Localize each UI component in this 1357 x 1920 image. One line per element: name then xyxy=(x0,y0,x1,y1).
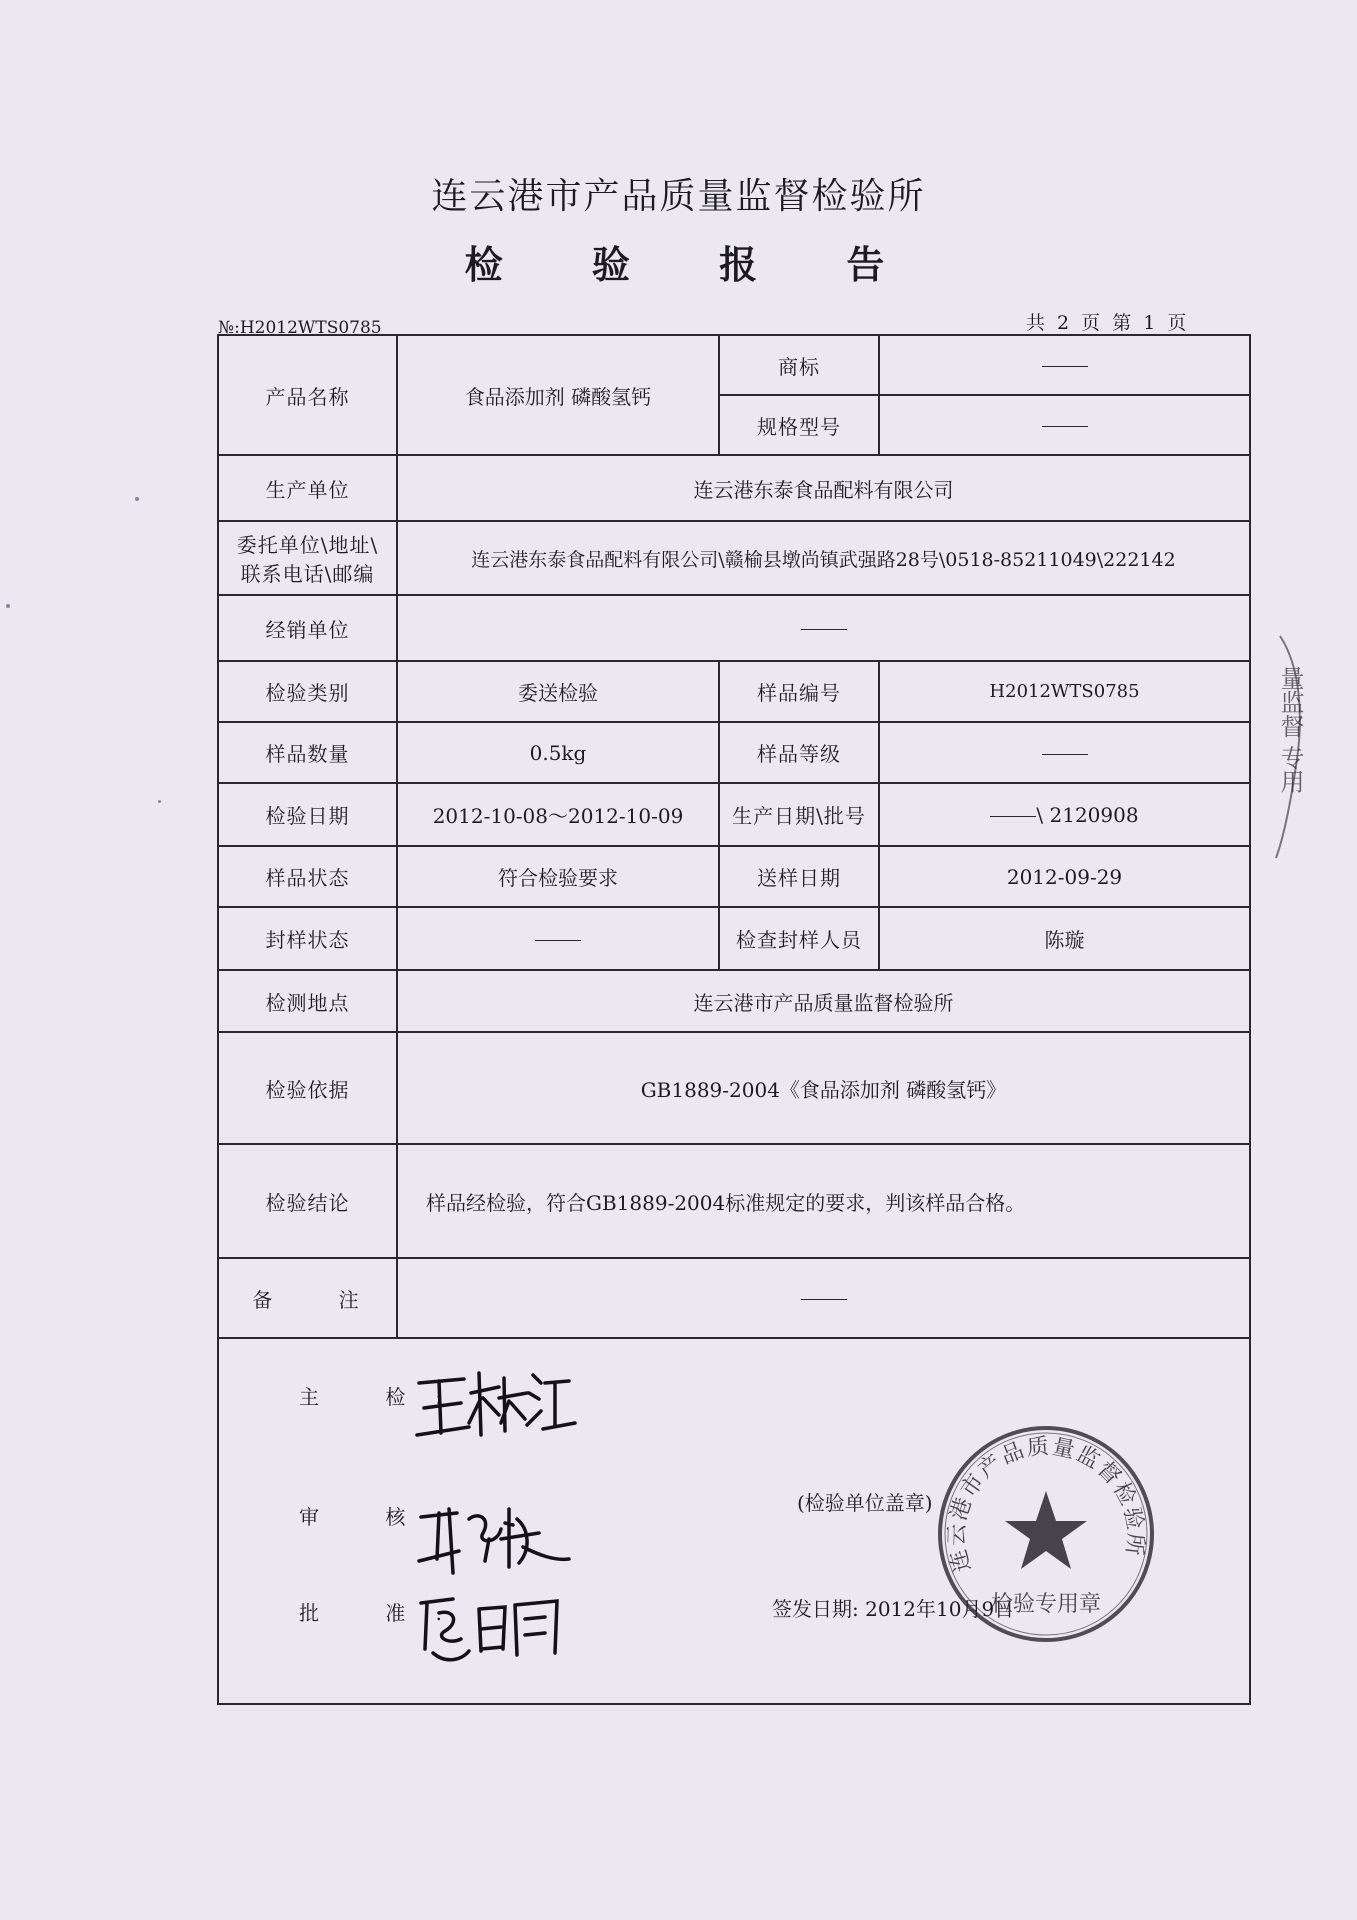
sample-grade-value xyxy=(879,722,1250,783)
empty-dash xyxy=(1042,426,1088,427)
sample-no-value: H2012WTS0785 xyxy=(879,661,1250,722)
sample-state-label: 样品状态 xyxy=(218,846,397,907)
page-count: 共 2 页 第 1 页 xyxy=(1026,312,1190,334)
production-batch-text: \ 2120908 xyxy=(1036,802,1139,827)
client-label-line1: 委托单位\地址\ xyxy=(236,533,379,557)
scan-speck xyxy=(6,604,10,608)
remarks-label: 备 注 xyxy=(218,1258,397,1338)
product-name-value: 食品添加剂 磷酸氢钙 xyxy=(397,335,719,455)
reviewer-signature xyxy=(409,1489,579,1579)
trademark-value xyxy=(879,335,1250,395)
scan-speck xyxy=(158,800,161,803)
producer-label: 生产单位 xyxy=(218,455,397,521)
seal-state-value xyxy=(397,907,719,970)
official-seal-stamp xyxy=(931,1419,1161,1649)
producer-value: 连云港东泰食品配料有限公司 xyxy=(397,455,1250,521)
basis-label: 检验依据 xyxy=(218,1032,397,1144)
issue-date: 签发日期: 2012年10月9日 xyxy=(772,1597,1015,1621)
empty-dash xyxy=(1042,754,1088,755)
seal-state-label: 封样状态 xyxy=(218,907,397,970)
spec-label: 规格型号 xyxy=(719,395,879,455)
empty-dash xyxy=(1042,366,1088,367)
sample-qty-label: 样品数量 xyxy=(218,722,397,783)
partial-side-stamp xyxy=(1270,626,1340,866)
sealer-label: 检查封样人员 xyxy=(719,907,879,970)
inspection-date-value: 2012-10-08～2012-10-09 xyxy=(397,783,719,846)
scan-speck xyxy=(135,497,139,501)
seal-ring-text: 连云港市产品质量监督检验所 xyxy=(944,1434,1148,1575)
inspection-date-label: 检验日期 xyxy=(218,783,397,846)
seal-star-icon xyxy=(1005,1491,1087,1569)
product-name-label: 产品名称 xyxy=(218,335,397,455)
empty-dash xyxy=(801,629,847,630)
approver-signature xyxy=(409,1579,579,1669)
signature-section xyxy=(218,1338,1250,1704)
side-stamp-text: 量监督 专用 xyxy=(1276,666,1304,794)
sample-no-label: 样品编号 xyxy=(719,661,879,722)
approver-label: 批 准: xyxy=(299,1601,473,1625)
sample-state-value: 符合检验要求 xyxy=(397,846,719,907)
client-label xyxy=(218,521,397,595)
chief-inspector-label: 主 检: xyxy=(299,1385,473,1409)
conclusion-value: 样品经检验，符合GB1889-2004标准规定的要求，判该样品合格。 xyxy=(397,1144,1250,1258)
report-table xyxy=(217,334,1251,1705)
conclusion-label: 检验结论 xyxy=(218,1144,397,1258)
sealer-value: 陈璇 xyxy=(879,907,1250,970)
empty-dash xyxy=(535,940,581,941)
chief-inspector-signature xyxy=(409,1353,579,1443)
report-number: №:H2012WTS0785 xyxy=(218,318,382,338)
distributor-value xyxy=(397,595,1250,661)
delivery-date-value: 2012-09-29 xyxy=(879,846,1250,907)
sample-qty-value: 0.5kg xyxy=(397,722,719,783)
basis-value: GB1889-2004《食品添加剂 磷酸氢钙》 xyxy=(397,1032,1250,1144)
sample-grade-label: 样品等级 xyxy=(719,722,879,783)
client-value: 连云港东泰食品配料有限公司\赣榆县墩尚镇武强路28号\0518-85211049\222142 xyxy=(397,521,1250,595)
client-label-line2: 联系电话\邮编 xyxy=(240,562,375,586)
seal-center-text: 检验专用章 xyxy=(990,1592,1102,1617)
production-date-label: 生产日期\批号 xyxy=(719,783,879,846)
report-title: 检 验 报 告 xyxy=(464,242,923,287)
production-batch-value xyxy=(879,783,1250,846)
reviewer-label: 审 核: xyxy=(299,1505,473,1529)
institute-title: 连云港市产品质量监督检验所 xyxy=(431,176,926,217)
inspection-type-label: 检验类别 xyxy=(218,661,397,722)
stamp-note: (检验单位盖章) xyxy=(797,1491,933,1515)
empty-dash xyxy=(801,1299,847,1300)
remarks-value xyxy=(397,1258,1250,1338)
delivery-date-label: 送样日期 xyxy=(719,846,879,907)
test-site-label: 检测地点 xyxy=(218,970,397,1032)
spec-value xyxy=(879,395,1250,455)
trademark-label: 商标 xyxy=(719,335,879,395)
test-site-value: 连云港市产品质量监督检验所 xyxy=(397,970,1250,1032)
distributor-label: 经销单位 xyxy=(218,595,397,661)
inspection-type-value: 委送检验 xyxy=(397,661,719,722)
empty-dash xyxy=(990,816,1036,817)
